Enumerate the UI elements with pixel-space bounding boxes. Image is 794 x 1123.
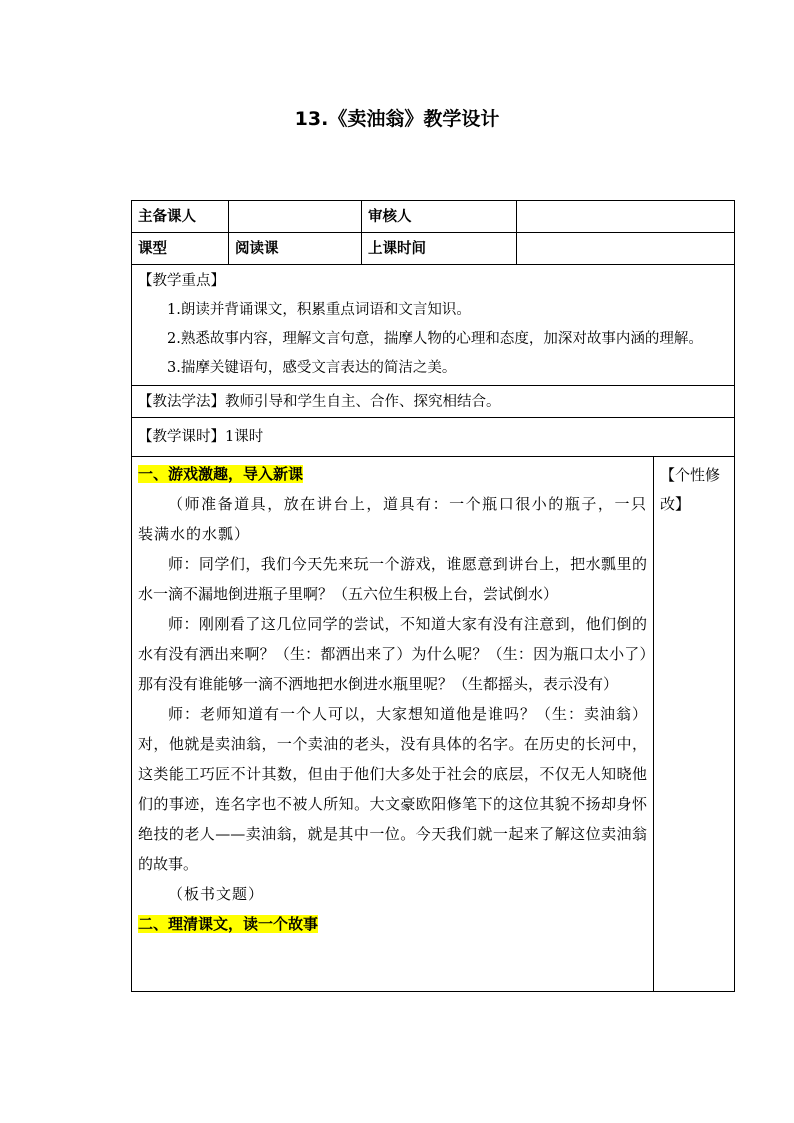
method-row: [132, 386, 735, 418]
main-teacher-value[interactable]: [229, 201, 362, 233]
personal-revision-cell: 【个性修改】: [654, 457, 735, 992]
focus-row: [132, 265, 735, 386]
header-row-2: [132, 233, 735, 265]
reviewer-label: 审核人: [362, 201, 517, 233]
lesson-type-value: 阅读课: [229, 233, 362, 265]
section-1-heading: 一、游戏激趣，导入新课: [138, 465, 304, 483]
teacher-paragraph-1: 师：同学们，我们今天先来玩一个游戏，谁愿意到讲台上，把水瓢里的水一滴不漏地倒进瓶子里啊？（五六位生积极上台，尝试倒水）: [138, 555, 647, 603]
focus-item-2: 2.熟悉故事内容，理解文言句意，揣摩人物的心理和态度，加深对故事内涵的理解。: [167, 331, 703, 347]
teaching-focus-cell: [132, 265, 735, 386]
teaching-hours-cell: [132, 418, 735, 457]
reviewer-value[interactable]: [517, 201, 735, 233]
teaching-method-cell: [132, 386, 735, 418]
lesson-type-label: 课型: [132, 233, 229, 265]
stage-note-1: （师准备道具，放在讲台上，道具有：一个瓶口很小的瓶子，一只装满水的水瓢）: [138, 495, 647, 543]
section-2-heading: 二、理清课文，读一个故事: [138, 915, 319, 933]
focus-item-3: 3.揣摩关键语句，感受文言表达的简洁之美。: [167, 360, 457, 376]
teaching-method-text: 教师引导和学生自主、合作、探究相结合。: [225, 393, 501, 410]
teaching-method-label: 【教法学法】: [138, 393, 225, 410]
body-row: [132, 457, 735, 992]
hours-row: [132, 418, 735, 457]
header-row-1: [132, 201, 735, 233]
stage-note-2: （板书文题）: [168, 885, 265, 903]
main-teacher-label: 主备课人: [132, 201, 229, 233]
teaching-hours-text: 1课时: [225, 429, 264, 445]
lesson-body-cell: [132, 457, 654, 992]
teacher-paragraph-3: 师：老师知道有一个人可以，大家想知道他是谁吗？（生：卖油翁）对，他就是卖油翁，一个卖油的老头，没有具体的名字。在历史的长河中，这类能工巧匠不计其数，但由于他们大多处于社会的底层，不仅无人知晓他们的事迹，连名字也不被人所知。大文豪欧阳修笔下的这位其貌不扬却身怀绝技的老人——卖油翁，就是其中一位。今天我们就一起来了解这位卖油翁的故事。: [138, 705, 647, 873]
class-time-value[interactable]: [517, 233, 735, 265]
teacher-paragraph-2: 师：刚刚看了这几位同学的尝试，不知道大家有没有注意到，他们倒的水有没有洒出来啊？（生：都洒出来了）为什么呢？（生：因为瓶口太小了）那有没有谁能够一滴不洒地把水倒进水瓶里呢？（生都摇头，表示没有）: [138, 615, 647, 693]
focus-item-1: 1.朗读并背诵课文，积累重点词语和文言知识。: [167, 302, 471, 318]
teaching-focus-heading: 【教学重点】: [138, 273, 225, 289]
teaching-hours-label: 【教学课时】: [138, 429, 225, 445]
lesson-plan-table: [131, 200, 735, 992]
page-title: 13.《卖油翁》教学设计: [294, 108, 500, 130]
class-time-label: 上课时间: [362, 233, 517, 265]
